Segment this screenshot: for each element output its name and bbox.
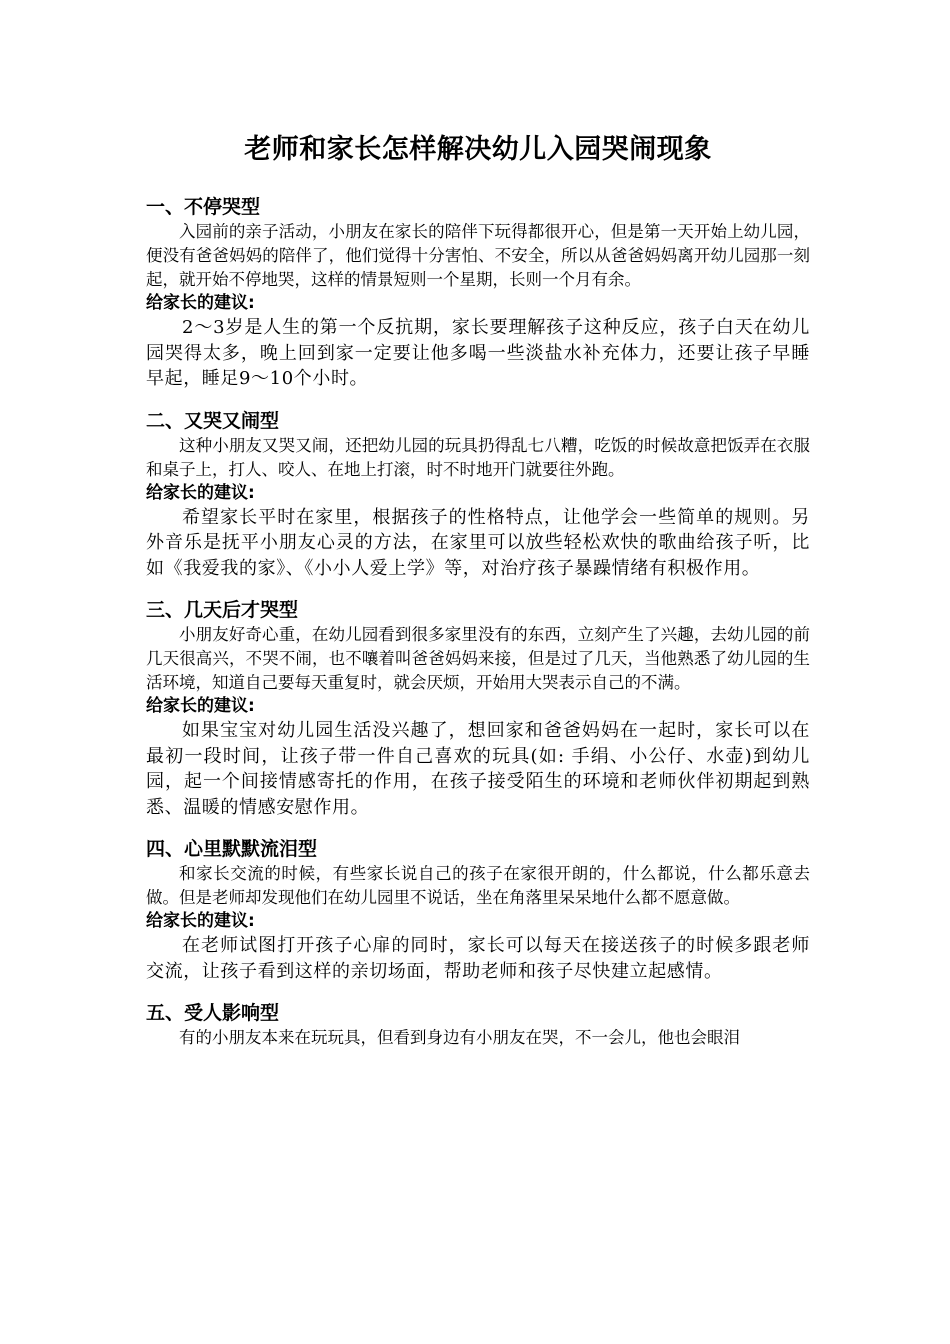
advice-label: 给家长的建议: [146, 293, 255, 313]
section-heading: 一、不停哭型 [146, 196, 261, 218]
advice-label: 给家长的建议: [146, 482, 255, 503]
advice-text: 在老师试图打开孩子心扉的同时，家长可以每天在接送孩子的时候多跟老师交流，让孩子看到这样的亲切场面，帮助老师和孩子尽快建立起感情。 [146, 935, 810, 982]
document-title: 老师和家长怎样解决幼儿入园哭闹现象 [244, 134, 712, 165]
advice-text: 希望家长平时在家里，根据孩子的性格特点，让他学会一些简单的规则。另外音乐是抚平小朋友心灵的方法，在家里可以放些轻松欢快的歌曲给孩子听，比如《我爱我的家》、《小小人爱上学》等，对治疗孩子暴躁情绪有积极作用。 [146, 506, 810, 579]
section-body: 和家长交流的时候，有些家长说自己的孩子在家很开朗的，什么都说，什么都乐意去做。但是老师却发现他们在幼儿园里不说话，坐在角落里呆呆地什么都不愿意做。 [146, 864, 810, 907]
section-body: 这种小朋友又哭又闹，还把幼儿园的玩具扔得乱七八糟，吃饭的时候故意把饭弄在衣服和桌子上，打人、咬人、在地上打滚，时不时地开门就要往外跑。 [146, 435, 810, 479]
advice-label: 给家长的建议: [146, 911, 255, 931]
section-5 [146, 1000, 810, 1050]
advice-text: 如果宝宝对幼儿园生活没兴趣了，想回家和爸爸妈妈在一起时，家长可以在最初一段时间，让孩子带一件自己喜欢的玩具(如: 手绢、小公仔、水壶)到幼儿园，起一个间接情感寄托的作用，在孩子接受陌生的环境和老师伙伴初期起到熟悉、温暖的情感安慰作用。 [146, 720, 810, 818]
section-2 [146, 408, 810, 582]
section-body: 有的小朋友本来在玩玩具，但看到身边有小朋友在哭，不一会儿，他也会眼泪 [179, 1028, 740, 1047]
section-body: 小朋友好奇心重，在幼儿园看到很多家里没有的东西，立刻产生了兴趣，去幼儿园的前几天很高兴，不哭不闹，也不嚷着叫爸爸妈妈来接，但是过了几天，当他熟悉了幼儿园的生活环境，知道自己要每天重复时，就会厌烦，开始用大哭表示自己的不满。 [146, 625, 810, 692]
document-page [146, 130, 810, 1066]
advice-text: 2～3岁是人生的第一个反抗期，家长要理解孩子这种反应，孩子白天在幼儿园哭得太多，晚上回到家一定要让他多喝一些淡盐水补充体力，还要让孩子早睡早起，睡足9～10个小时。 [146, 317, 810, 389]
section-3 [146, 597, 810, 820]
advice-label: 给家长的建议: [146, 696, 255, 716]
section-body: 入园前的亲子活动，小朋友在家长的陪伴下玩得都很开心，但是第一天开始上幼儿园，便没有爸爸妈妈的陪伴了，他们觉得十分害怕、不安全，所以从爸爸妈妈离开幼儿园那一刻起，就开始不停地哭，这样的情景短则一个星期，长则一个月有余。 [146, 222, 810, 289]
section-4 [146, 836, 810, 984]
section-heading: 五、受人影响型 [146, 1002, 280, 1024]
section-heading: 三、几天后才哭型 [146, 599, 299, 621]
section-1 [146, 194, 810, 392]
section-heading: 四、心里默默流泪型 [146, 838, 318, 860]
section-heading: 二、又哭又闹型 [146, 409, 280, 432]
